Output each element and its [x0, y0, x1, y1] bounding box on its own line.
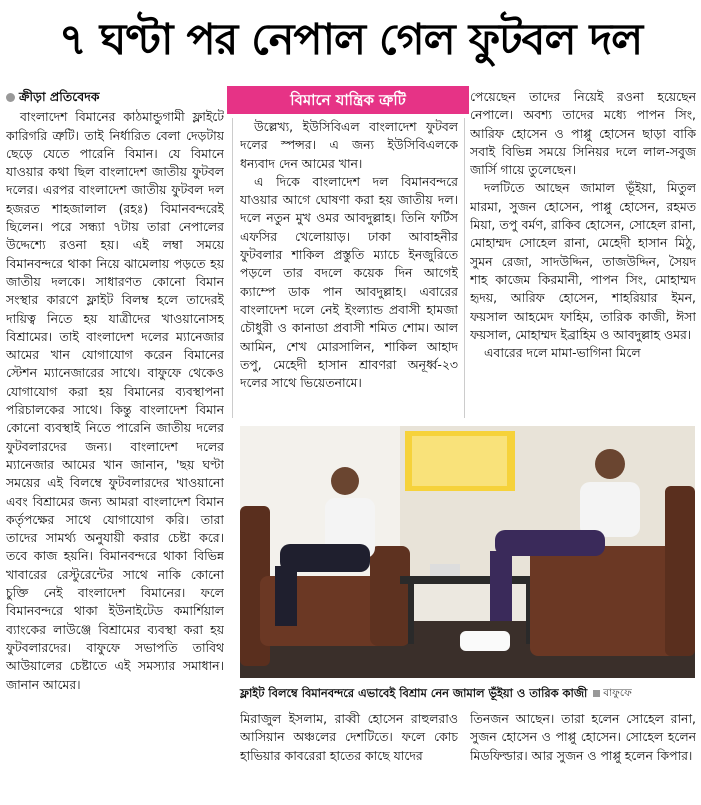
- lounge-photo-illustration: [240, 426, 695, 678]
- news-photo: [240, 426, 695, 678]
- article-column-3-continued: [470, 710, 696, 805]
- article-column-2: [240, 118, 458, 418]
- column-divider: [464, 118, 465, 418]
- paragraph: উল্লেখ্য, ইউসিবিএল বাংলাদেশ ফুটবল দলের স্পন্সর। এ জন্য ইউসিবিএলকে ধন্যবাদ দেন আমের খান।: [240, 119, 458, 171]
- byline: [6, 88, 224, 106]
- paragraph: এ দিকে বাংলাদেশ দল বিমানবন্দরে যাওয়ার আগে ঘোষণা করা হয় জাতীয় দল। দলে নতুন মুখ ওমর আবদুল্লাহ। তিনি ফর্টিস এফসির খেলোয়াড়। ঢাকা আবাহনীর ফুটবলার শাকিল প্রস্তুতি ম্যাচে ইনজুরিতে পড়লে তার বদলে কয়েক দিন আগেই ক্যাম্পে ডাক পান আবদুল্লাহ। এবারের বাংলাদেশ দলে নেই ইংল্যান্ড প্রবাসী হামজা চৌধুরী ও কানাডা প্রবাসী শমিত শোম। আল আমিন, শেখ মোরসালিন, শাকিল আহাদ তপু, মেহেদী হাসান শ্রাবণরা অনূর্ধ্ব-২৩ দলের সাথে ভিয়েতনামে।: [240, 173, 458, 391]
- bullet-icon: [6, 93, 15, 102]
- paragraph: পেয়েছেন তাদের নিয়েই রওনা হয়েছেন নেপালে। অবশ্য তাদের মধ্যে পাপন সিং, আরিফ হোসেন ও পাপ্পু হোসেন ছাড়া বাকি সবাই বিভিন্ন সময়ে সিনিয়র দলে লাল-সবুজ জার্সি গায়ে তুলেছেন।: [470, 89, 696, 178]
- column-divider: [232, 118, 233, 418]
- paragraph: বাংলাদেশ বিমানের কাঠমান্ডুগামী ফ্লাইটে কারিগরি ত্রুটি। তাই নির্ধারিত বেলা দেড়টায় ছেড়ে যেতে পারেনি বিমান। যে বিমানে যাওয়ার কথা ছিল বাংলাদেশ জাতীয় ফুটবল দলের। এরপর বাংলাদেশ জাতীয় ফুটবল দল হজরত শাহজালাল (রহঃ) বিমানবন্দরেই ছিলেন। পরে সন্ধ্যা ৭টায় তারা নেপালের উদ্দেশ্যে রওনা হয়। এই লম্বা সময়ে বিমানবন্দরে থাকা নিয়ে ঝামেলায় পড়তে হয় জাতীয় দলকে। সাধারণত কোনো বিমান সংস্থার কারণে ফ্লাইট বিলম্ব হলে তাদেরই দায়িত্ব নিতে হয় যাত্রীদের খাওয়ানোসহ বিশ্রামের। তাই বাংলাদেশ দলের ম্যানেজার আমের খান যোগাযোগ করেন বিমানের স্টেশন ম্যানেজারের সাথে। বাফুফে থেকেও যোগাযোগ করা হয় বিমানের ব্যবস্থাপনা পরিচালকের সাথে। কিন্তু বাংলাদেশ বিমান কোনো ব্যবস্থাই নিতে পারেনি জাতীয় দলের ফুটবলারদের জন্য। বাংলাদেশ দলের ম্যানেজার আমের খান জানান, 'ছয় ঘণ্টা সময়ের এই বিলম্বে ফুটবলারদের খাওয়ানো এবং বিশ্রামের জন্য আমরা বাংলাদেশ বিমান কর্তৃপক্ষের সাথে যোগাযোগ করি। তারা তাদের সামর্থ্য অনুযায়ী করার চেষ্টা করে। তবে কাজ হয়নি। বিমানবন্দরে থাকা বিভিন্ন খাবারের রেস্টুরেন্টের সাথে নাকি কোনো চুক্তি নেই বাংলাদেশ বিমানের। ফলে বিমানবন্দরে থাকা ইউনাইটেড কমার্শিয়াল ব্যাংকের লাউঞ্জে বিশ্রামের ব্যবস্থা করা হয় ফুটবলারদের। বাফুফে সভাপতি তাবিথ আউয়ালের চেষ্টাতে এই সমস্যার সমাধান। জানান আমের।: [6, 109, 224, 692]
- kicker-banner: বিমানে যান্ত্রিক ত্রুটি: [227, 86, 469, 114]
- photo-credit: [593, 682, 631, 704]
- credit-square-icon: [593, 690, 600, 697]
- paragraph: মিরাজুল ইসলাম, রাব্বী হোসেন রাহুলরাও আসিয়ান অঞ্চলের দেশটিতে। ফলে কোচ হাভিয়ার কাবরেরা হাতের কাছে যাদের: [240, 711, 458, 763]
- headline: ৭ ঘণ্টা পর নেপাল গেল ফুটবল দল: [58, 15, 643, 65]
- caption-text: ফ্লাইট বিলম্বে বিমানবন্দরে এভাবেই বিশ্রাম নেন জামাল ভূঁইয়া ও তারিক কাজী: [240, 686, 588, 700]
- byline-text: ক্রীড়া প্রতিবেদক: [19, 89, 100, 104]
- paragraph: দলটিতে আছেন জামাল ভূঁইয়া, মিতুল মারমা, সুজন হোসেন, পাপ্পু হোসেন, রহমত মিয়া, তপু বর্মণ, রাকিব হোসেন, সোহেল রানা, মোহাম্মদ সোহেল রানা, মেহেদী হাসান মিঠু, সুমন রেজা, সাদউদ্দিন, তাজউদ্দিন, সৈয়দ শাহ কাজেম কিরমানী, পাপন সিং, মোহাম্মদ হৃদয়, আরিফ হোসেন, শাহরিয়ার ইমন, ফয়সাল আহমেদ ফাহিম, তারিক কাজী, ঈসা ফয়সাল, মোহাম্মদ ইব্রাহিম ও আবদুল্লাহ ওমর।: [470, 180, 696, 342]
- article-column-1: [6, 88, 224, 800]
- article-column-3: [470, 88, 696, 418]
- paragraph: এবারের দলে মামা-ভাগিনা মিলে: [484, 345, 641, 361]
- credit-text: বাফুফে: [603, 687, 632, 699]
- paragraph: তিনজন আছেন। তারা হলেন সোহেল রানা, সুজন হোসেন ও পাপ্পু হোসেন। সোহেল হলেন মিডফিল্ডার। আর সুজন ও পাপ্পু হলেন কিপার।: [470, 711, 696, 763]
- article-column-2-continued: [240, 710, 458, 805]
- photo-caption: [240, 682, 695, 704]
